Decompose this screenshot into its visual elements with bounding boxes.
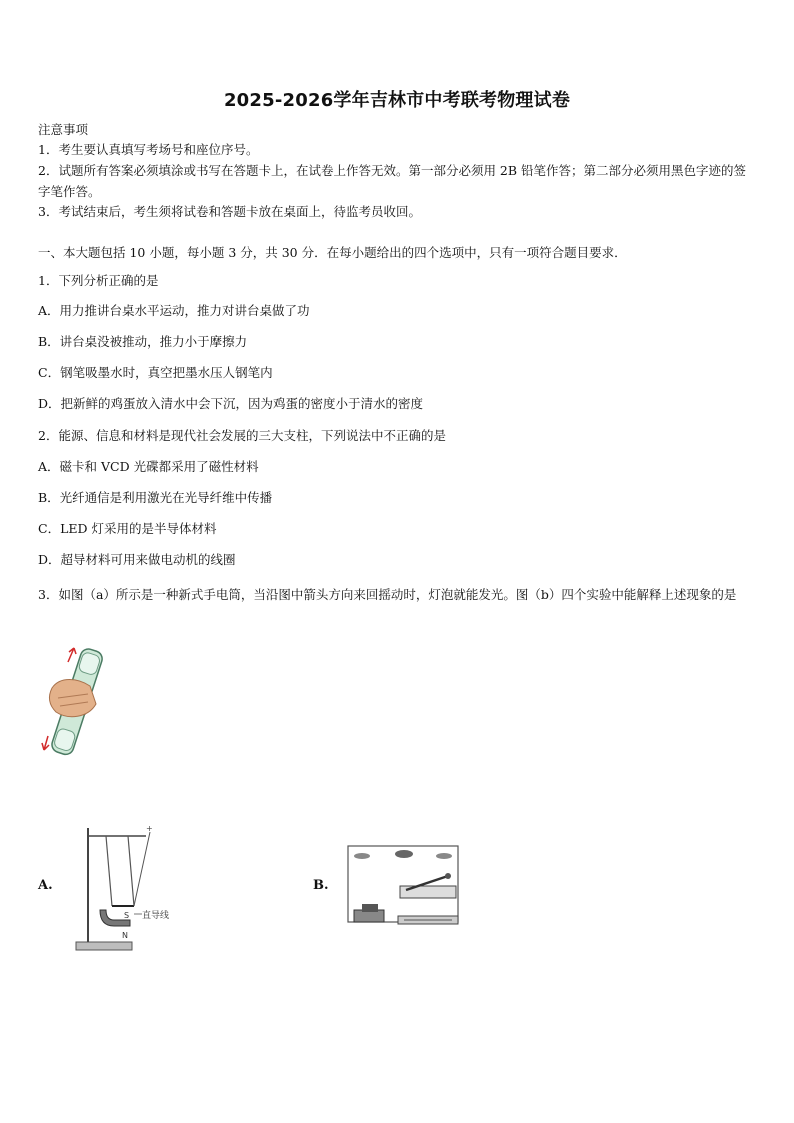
q2-option-b: B．光纤通信是利用激光在光导纤维中传播	[38, 490, 273, 505]
q2-option-a: A．磁卡和 VCD 光碟都采用了磁性材料	[38, 459, 259, 474]
q2-stem: 2．能源、信息和材料是现代社会发展的三大支柱，下列说法中不正确的是	[38, 428, 446, 443]
notice-item-1: 1．考生要认真填写考场号和座位序号。	[38, 142, 259, 157]
q3-option-b-label: B.	[313, 878, 329, 893]
notice-heading: 注意事项	[38, 122, 89, 137]
pole-n-label: N	[122, 931, 128, 940]
q1-stem: 1．下列分析正确的是	[38, 273, 159, 288]
q1-option-d: D．把新鲜的鸡蛋放入清水中会下沉，因为鸡蛋的密度小于清水的密度	[38, 396, 424, 411]
circuit-apparatus-figure	[344, 842, 462, 934]
notice-item-3: 3．考试结束后，考生须将试卷和答题卡放在桌面上，待监考员收回。	[38, 204, 421, 219]
q3-stem: 3．如图（a）所示是一种新式手电筒，当沿图中箭头方向来回摇动时，灯泡就能发光。图（b）四个实验中能解释上述现象的是	[38, 587, 737, 602]
q1-option-c: C．钢笔吸墨水时，真空把墨水压人钢笔内	[38, 365, 273, 380]
section-heading: 一、本大题包括 10 小题，每小题 3 分，共 30 分．在每小题给出的四个选项中，只有一项符合题目要求．	[38, 245, 627, 260]
page-title: 2025-2026学年吉林市中考联考物理试卷	[223, 90, 571, 111]
notice-item-2: 2．试题所有答案必须填涂或书写在答题卡上，在试卷上作答无效。第一部分必须用 2B 铅笔作答；第二部分必须用黑色字迹的签字笔作答。	[38, 163, 747, 199]
q2-option-c: C．LED 灯采用的是半导体材料	[38, 521, 217, 536]
q3-option-a-label: A.	[38, 878, 53, 893]
straight-wire-magnet-figure	[66, 822, 186, 954]
q2-option-d: D．超导材料可用来做电动机的线圈	[38, 552, 236, 567]
q1-option-b: B．讲台桌没被推动，推力小于摩擦力	[38, 334, 248, 349]
straight-wire-label: 直导线	[142, 911, 170, 921]
arrow-down-icon	[42, 736, 49, 750]
arrow-up-icon	[68, 648, 76, 662]
pole-s-label: S	[124, 911, 130, 920]
svg-text:+: +	[146, 824, 153, 833]
q1-option-a: A．用力推讲台桌水平运动，推力对讲台桌做了功	[38, 303, 310, 318]
flashlight-figure	[38, 642, 118, 762]
